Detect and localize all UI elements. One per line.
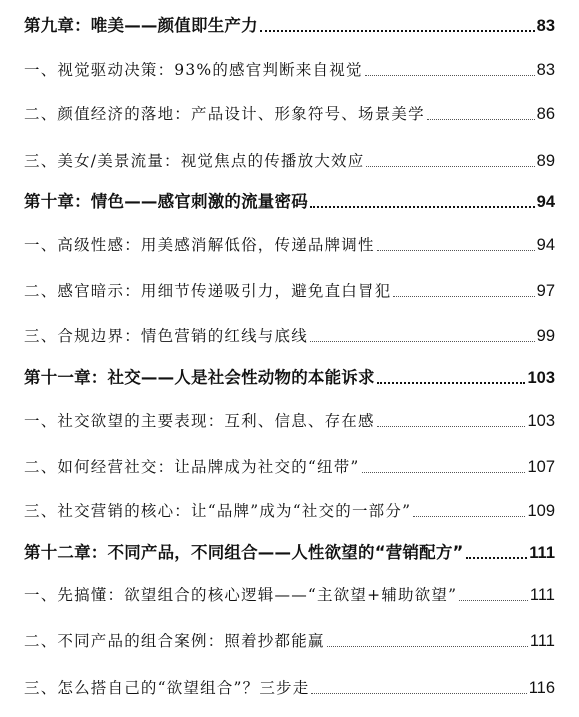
toc-section-12-2[interactable] xyxy=(24,626,555,652)
dot-leader xyxy=(310,206,535,208)
toc-page-number: 94 xyxy=(536,193,555,211)
toc-entry-title: 三、合规边界：情色营销的红线与底线 xyxy=(24,327,308,345)
dot-leader xyxy=(366,166,534,167)
toc-entry-title: 二、感官暗示：用细节传递吸引力，避免直白冒犯 xyxy=(24,282,392,300)
toc-page-number: 109 xyxy=(527,502,555,520)
toc-page-number: 103 xyxy=(527,369,555,387)
dot-leader xyxy=(466,557,528,559)
toc-section-11-2[interactable] xyxy=(24,452,555,478)
toc-section-10-3[interactable] xyxy=(24,321,555,347)
dot-leader xyxy=(310,341,535,342)
dot-leader xyxy=(327,646,528,647)
toc-entry-title: 第十一章：社交——人是社会性动物的本能诉求 xyxy=(24,368,375,387)
toc-section-9-1[interactable] xyxy=(24,55,555,81)
dot-leader xyxy=(393,296,534,297)
toc-section-11-1[interactable] xyxy=(24,406,555,432)
toc-entry-title: 第十章：情色——感官刺激的流量密码 xyxy=(24,192,308,211)
toc-section-11-3[interactable] xyxy=(24,496,555,522)
toc-section-12-1[interactable] xyxy=(24,580,555,606)
dot-leader xyxy=(362,472,526,473)
toc-entry-title: 一、视觉驱动决策：93%的感官判断来自视觉 xyxy=(24,61,363,79)
toc-entry-title: 第十二章：不同产品，不同组合——人性欲望的“营销配方” xyxy=(24,543,464,562)
dot-leader xyxy=(365,75,535,76)
toc-section-10-1[interactable] xyxy=(24,230,555,256)
toc-page-number: 111 xyxy=(529,544,555,562)
toc-entry-title: 一、高级性感：用美感消解低俗，传递品牌调性 xyxy=(24,236,375,254)
toc-entry-title: 第九章：唯美——颜值即生产力 xyxy=(24,16,258,35)
toc-entry-title: 三、美女/美景流量：视觉焦点的传播放大效应 xyxy=(24,152,365,170)
toc-entry-title: 二、颜值经济的落地：产品设计、形象符号、场景美学 xyxy=(24,105,425,123)
toc-chapter-9[interactable] xyxy=(24,11,555,37)
toc-chapter-10[interactable] xyxy=(24,187,555,213)
dot-leader xyxy=(311,693,526,694)
toc-section-9-3[interactable] xyxy=(24,146,555,172)
toc-chapter-11[interactable] xyxy=(24,363,555,389)
toc-page-number: 107 xyxy=(527,458,555,476)
toc-page-number: 89 xyxy=(536,152,555,170)
toc-entry-title: 一、先搞懂：欲望组合的核心逻辑——“主欲望+辅助欲望” xyxy=(24,586,458,604)
dot-leader xyxy=(427,119,535,120)
toc-section-9-2[interactable] xyxy=(24,99,555,125)
toc-page-number: 103 xyxy=(527,412,555,430)
toc-entry-title: 三、怎么搭自己的“欲望组合”？三步走 xyxy=(24,679,310,697)
dot-leader xyxy=(377,250,535,251)
dot-leader xyxy=(377,382,526,384)
toc-page-number: 111 xyxy=(529,586,555,604)
toc-page-number: 83 xyxy=(536,61,555,79)
toc-section-10-2[interactable] xyxy=(24,276,555,302)
toc-page-number: 86 xyxy=(536,105,555,123)
toc-page-number: 116 xyxy=(528,679,555,697)
dot-leader xyxy=(377,426,526,427)
toc-chapter-12[interactable] xyxy=(24,538,555,564)
toc-page-number: 111 xyxy=(529,632,555,650)
toc-page-number: 99 xyxy=(536,327,555,345)
dot-leader xyxy=(413,516,525,517)
dot-leader xyxy=(459,600,528,601)
dot-leader xyxy=(260,30,535,32)
toc-entry-title: 一、社交欲望的主要表现：互利、信息、存在感 xyxy=(24,412,375,430)
toc-entry-title: 二、不同产品的组合案例：照着抄都能赢 xyxy=(24,632,325,650)
toc-entry-title: 三、社交营销的核心：让“品牌”成为“社交的一部分” xyxy=(24,502,412,520)
toc-entry-title: 二、如何经营社交：让品牌成为社交的“纽带” xyxy=(24,458,360,476)
toc-section-12-3[interactable] xyxy=(24,673,555,699)
toc-page-number: 94 xyxy=(536,236,555,254)
toc-page-number: 83 xyxy=(536,17,555,35)
toc-page-number: 97 xyxy=(536,282,555,300)
